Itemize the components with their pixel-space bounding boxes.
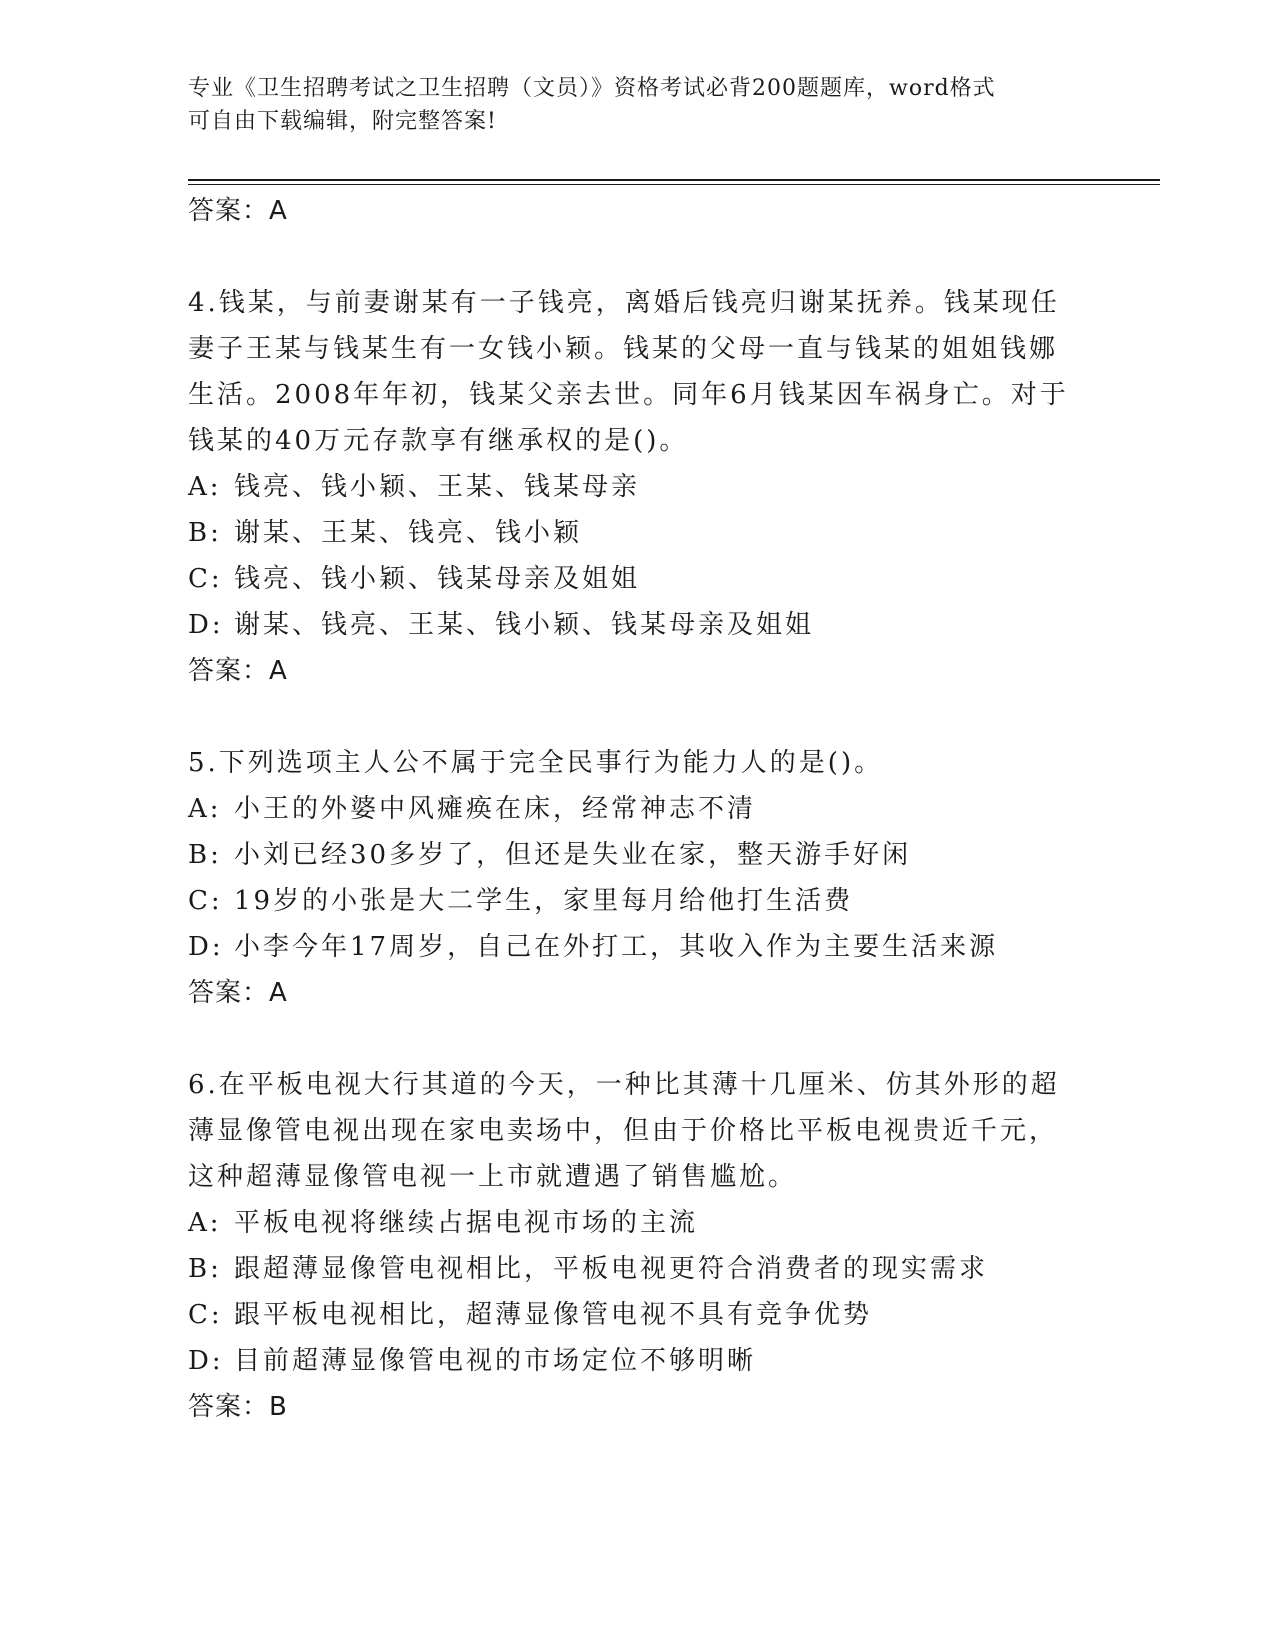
- option-text: 谢某、王某、钱亮、钱小颖: [234, 518, 583, 548]
- option-letter: A:: [188, 794, 222, 824]
- option-text: 钱亮、钱小颖、钱某母亲及姐姐: [234, 564, 641, 594]
- question-line: 这种超薄显像管电视一上市就遭遇了销售尴尬。: [188, 1162, 798, 1192]
- option-letter: C:: [188, 564, 223, 594]
- question-text: [188, 740, 1088, 786]
- option-b: [188, 832, 1088, 878]
- option-letter: D:: [188, 610, 224, 640]
- option-c: [188, 556, 1088, 602]
- question-line: 妻子王某与钱某生有一女钱小颖。钱某的父母一直与钱某的姐姐钱娜: [188, 334, 1059, 364]
- option-letter: B:: [188, 840, 222, 870]
- question-text: [188, 280, 1088, 464]
- option-b: [188, 1246, 1088, 1292]
- question-line: 钱某的40万元存款享有继承权的是()。: [188, 426, 689, 456]
- option-a: [188, 464, 1088, 510]
- option-letter: D:: [188, 1346, 224, 1376]
- option-b: [188, 510, 1088, 556]
- question-line: 4.钱某，与前妻谢某有一子钱亮，离婚后钱亮归谢某抚养。钱某现任: [188, 288, 1060, 318]
- option-letter: B:: [188, 518, 222, 548]
- document-body: [188, 188, 1088, 1430]
- option-a: [188, 786, 1088, 832]
- option-text: 小李今年17周岁，自己在外打工，其收入作为主要生活来源: [234, 932, 999, 962]
- option-text: 小刘已经30多岁了，但还是失业在家，整天游手好闲: [234, 840, 912, 870]
- option-text: 钱亮、钱小颖、王某、钱某母亲: [234, 472, 641, 502]
- answer-line: 答案：B: [188, 1392, 288, 1422]
- document-header: [188, 72, 1088, 138]
- question-line: 6.在平板电视大行其道的今天，一种比其薄十几厘米、仿其外形的超: [188, 1070, 1060, 1100]
- question-line: 生活。2008年年初，钱某父亲去世。同年6月钱某因车祸身亡。对于: [188, 380, 1069, 410]
- answer-line: 答案：A: [188, 656, 288, 686]
- question-block-4: [188, 280, 1088, 694]
- header-divider-thin: [188, 184, 1160, 185]
- question-line: 5.下列选项主人公不属于完全民事行为能力人的是()。: [188, 748, 884, 778]
- option-letter: C:: [188, 1300, 223, 1330]
- option-text: 跟超薄显像管电视相比，平板电视更符合消费者的现实需求: [234, 1254, 989, 1284]
- option-letter: D:: [188, 932, 224, 962]
- option-text: 19岁的小张是大二学生，家里每月给他打生活费: [234, 886, 854, 916]
- option-c: [188, 1292, 1088, 1338]
- option-letter: C:: [188, 886, 223, 916]
- header-line-1: 专业《卫生招聘考试之卫生招聘（文员）》资格考试必背200题题库，word格式: [188, 76, 996, 101]
- option-text: 目前超薄显像管电视的市场定位不够明晰: [234, 1346, 757, 1376]
- option-letter: B:: [188, 1254, 222, 1284]
- option-d: [188, 1338, 1088, 1384]
- option-a: [188, 1200, 1088, 1246]
- question-line: 薄显像管电视出现在家电卖场中，但由于价格比平板电视贵近千元，: [188, 1116, 1059, 1146]
- option-text: 小王的外婆中风瘫痪在床，经常神志不清: [234, 794, 757, 824]
- option-text: 平板电视将继续占据电视市场的主流: [234, 1208, 699, 1238]
- option-d: [188, 924, 1088, 970]
- header-line-2: 可自由下载编辑，附完整答案!: [188, 109, 497, 134]
- question-block-5: [188, 740, 1088, 1016]
- question-block-6: [188, 1062, 1088, 1430]
- answer-line: 答案：A: [188, 978, 288, 1008]
- header-divider-thick: [188, 179, 1160, 181]
- option-text: 跟平板电视相比，超薄显像管电视不具有竞争优势: [234, 1300, 873, 1330]
- question-text: [188, 1062, 1088, 1200]
- answer-line: 答案：A: [188, 196, 288, 226]
- option-c: [188, 878, 1088, 924]
- option-d: [188, 602, 1088, 648]
- option-text: 谢某、钱亮、王某、钱小颖、钱某母亲及姐姐: [234, 610, 815, 640]
- option-letter: A:: [188, 472, 222, 502]
- option-letter: A:: [188, 1208, 222, 1238]
